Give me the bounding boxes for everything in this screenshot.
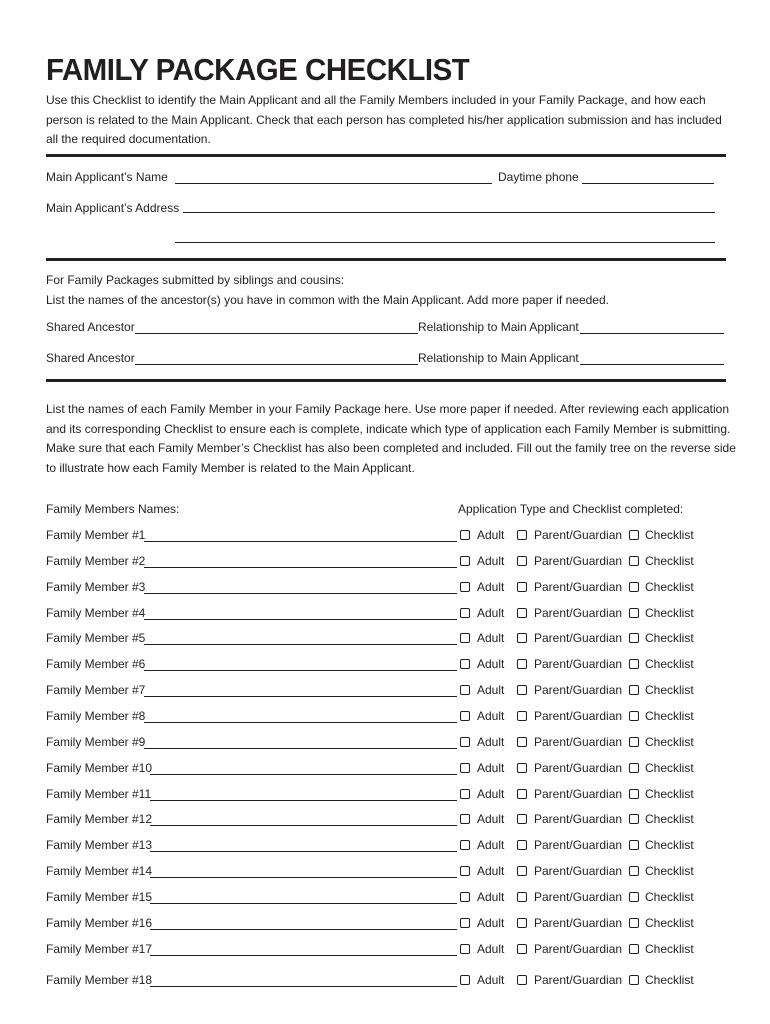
family-member-name-field[interactable] [150, 986, 457, 987]
family-member-label: Family Member #17 [46, 942, 153, 956]
adult-checkbox[interactable] [460, 685, 470, 695]
checklist-option-label: Checklist [645, 683, 694, 697]
family-member-name-field[interactable] [144, 748, 457, 749]
family-member-name-field[interactable] [144, 722, 457, 723]
parent-guardian-checkbox[interactable] [517, 608, 527, 618]
adult-option-label: Adult [477, 838, 505, 852]
family-member-label: Family Member #15 [46, 890, 153, 904]
adult-option-label: Adult [477, 683, 505, 697]
adult-checkbox[interactable] [460, 789, 470, 799]
checklist-checkbox[interactable] [629, 763, 639, 773]
adult-checkbox[interactable] [460, 840, 470, 850]
adult-option-label: Adult [477, 631, 505, 645]
adult-checkbox[interactable] [460, 944, 470, 954]
adult-checkbox[interactable] [460, 892, 470, 902]
parent-guardian-option-label: Parent/Guardian [534, 761, 623, 775]
checklist-option-label: Checklist [645, 580, 694, 594]
family-member-name-field[interactable] [144, 644, 457, 645]
checklist-option-label: Checklist [645, 812, 694, 826]
checklist-checkbox[interactable] [629, 711, 639, 721]
family-member-name-field[interactable] [150, 877, 457, 878]
checklist-option-label: Checklist [645, 631, 694, 645]
family-member-label: Family Member #6 [46, 657, 146, 671]
checklist-checkbox[interactable] [629, 608, 639, 618]
family-member-label: Family Member #13 [46, 838, 153, 852]
relationship-label: Relationship to Main Applicant [418, 320, 579, 334]
parent-guardian-checkbox[interactable] [517, 840, 527, 850]
family-member-label: Family Member #10 [46, 761, 153, 775]
parent-guardian-option-label: Parent/Guardian [534, 709, 623, 723]
parent-guardian-checkbox[interactable] [517, 556, 527, 566]
family-member-name-field[interactable] [150, 825, 457, 826]
section-divider [46, 379, 726, 382]
checklist-option-label: Checklist [645, 657, 694, 671]
section-divider [46, 154, 726, 157]
members-intro-line: and its corresponding Checklist to ensure each is complete, indicate which type of application each Family Member is submitting. [46, 421, 731, 436]
main-applicant-address-field-2[interactable] [175, 242, 715, 243]
adult-option-label: Adult [477, 812, 505, 826]
family-member-name-field[interactable] [144, 541, 457, 542]
parent-guardian-option-label: Parent/Guardian [534, 631, 623, 645]
adult-checkbox[interactable] [460, 763, 470, 773]
adult-option-label: Adult [477, 580, 505, 594]
checklist-checkbox[interactable] [629, 633, 639, 643]
family-member-name-field[interactable] [144, 670, 457, 671]
page-title: FAMILY PACKAGE CHECKLIST [46, 52, 470, 87]
intro-line: all the required documentation. [46, 132, 211, 146]
parent-guardian-checkbox[interactable] [517, 892, 527, 902]
checklist-checkbox[interactable] [629, 737, 639, 747]
adult-checkbox[interactable] [460, 918, 470, 928]
main-applicant-name-field[interactable] [175, 183, 492, 184]
family-member-name-field[interactable] [150, 955, 457, 956]
intro-line: Use this Checklist to identify the Main Applicant and all the Family Members included in your Family Package, and how each [46, 93, 706, 107]
family-member-label: Family Member #9 [46, 735, 146, 749]
parent-guardian-option-label: Parent/Guardian [534, 554, 623, 568]
parent-guardian-option-label: Parent/Guardian [534, 787, 623, 801]
parent-guardian-checkbox[interactable] [517, 866, 527, 876]
shared-ancestor-label: Shared Ancestor [46, 320, 135, 334]
checklist-checkbox[interactable] [629, 840, 639, 850]
parent-guardian-checkbox[interactable] [517, 711, 527, 721]
adult-checkbox[interactable] [460, 659, 470, 669]
family-member-label: Family Member #4 [46, 606, 146, 620]
checklist-option-label: Checklist [645, 787, 694, 801]
members-intro-line: Make sure that each Family Member’s Checklist has also been completed and included. Fill out the family tree on the reverse side [46, 441, 736, 455]
parent-guardian-option-label: Parent/Guardian [534, 580, 623, 594]
family-member-label: Family Member #8 [46, 709, 146, 723]
parent-guardian-checkbox[interactable] [517, 814, 527, 824]
checklist-option-label: Checklist [645, 554, 694, 568]
intro-line: person is related to the Main Applicant. Check that each person has completed his/her application submission and has included [46, 112, 722, 127]
family-member-name-field[interactable] [144, 593, 457, 594]
siblings-line: For Family Packages submitted by siblings and cousins: [46, 273, 345, 287]
checklist-checkbox[interactable] [629, 975, 639, 985]
checklist-checkbox[interactable] [629, 530, 639, 540]
checklist-option-label: Checklist [645, 864, 694, 878]
parent-guardian-option-label: Parent/Guardian [534, 864, 623, 878]
section-divider [46, 258, 726, 261]
checklist-option-label: Checklist [645, 709, 694, 723]
checklist-option-label: Checklist [645, 942, 694, 956]
adult-option-label: Adult [477, 864, 505, 878]
family-member-name-field[interactable] [144, 567, 457, 568]
intro-paragraph [46, 91, 722, 150]
shared-ancestor-field[interactable] [135, 364, 418, 365]
adult-option-label: Adult [477, 761, 505, 775]
relationship-field[interactable] [580, 364, 724, 365]
adult-option-label: Adult [477, 916, 505, 930]
checklist-option-label: Checklist [645, 890, 694, 904]
adult-checkbox[interactable] [460, 608, 470, 618]
family-member-name-field[interactable] [150, 774, 457, 775]
parent-guardian-option-label: Parent/Guardian [534, 683, 623, 697]
checklist-checkbox[interactable] [629, 582, 639, 592]
adult-option-label: Adult [477, 973, 505, 987]
parent-guardian-checkbox[interactable] [517, 582, 527, 592]
checklist-checkbox[interactable] [629, 789, 639, 799]
checklist-checkbox[interactable] [629, 814, 639, 824]
adult-checkbox[interactable] [460, 530, 470, 540]
parent-guardian-option-label: Parent/Guardian [534, 916, 623, 930]
family-member-label: Family Member #7 [46, 683, 146, 697]
checklist-checkbox[interactable] [629, 892, 639, 902]
parent-guardian-option-label: Parent/Guardian [534, 606, 623, 620]
main-applicant-name-label: Main Applicant’s Name [46, 170, 168, 184]
parent-guardian-checkbox[interactable] [517, 789, 527, 799]
parent-guardian-checkbox[interactable] [517, 944, 527, 954]
checklist-option-label: Checklist [645, 838, 694, 852]
adult-option-label: Adult [477, 942, 505, 956]
members-instructions [46, 400, 736, 478]
parent-guardian-option-label: Parent/Guardian [534, 528, 623, 542]
relationship-field[interactable] [580, 333, 724, 334]
daytime-phone-field[interactable] [582, 183, 714, 184]
shared-ancestor-field[interactable] [135, 333, 418, 334]
checklist-option-label: Checklist [645, 761, 694, 775]
parent-guardian-checkbox[interactable] [517, 918, 527, 928]
siblings-instructions [46, 271, 609, 310]
checklist-checkbox[interactable] [629, 685, 639, 695]
relationship-label: Relationship to Main Applicant [418, 351, 579, 365]
adult-checkbox[interactable] [460, 633, 470, 643]
checklist-option-label: Checklist [645, 735, 694, 749]
adult-checkbox[interactable] [460, 711, 470, 721]
adult-checkbox[interactable] [460, 737, 470, 747]
checklist-checkbox[interactable] [629, 944, 639, 954]
main-applicant-address-label: Main Applicant’s Address [46, 201, 180, 215]
adult-checkbox[interactable] [460, 814, 470, 824]
checklist-checkbox[interactable] [629, 659, 639, 669]
family-member-label: Family Member #3 [46, 580, 146, 594]
adult-option-label: Adult [477, 735, 505, 749]
parent-guardian-checkbox[interactable] [517, 659, 527, 669]
family-member-label: Family Member #11 [46, 787, 152, 801]
parent-guardian-checkbox[interactable] [517, 737, 527, 747]
adult-checkbox[interactable] [460, 975, 470, 985]
family-member-name-field[interactable] [150, 851, 457, 852]
siblings-line: List the names of the ancestor(s) you have in common with the Main Applicant. Add more paper if needed. [46, 292, 609, 307]
application-type-header: Application Type and Checklist completed: [458, 502, 684, 516]
adult-option-label: Adult [477, 554, 505, 568]
parent-guardian-option-label: Parent/Guardian [534, 838, 623, 852]
family-member-name-field[interactable] [150, 903, 457, 904]
main-applicant-address-field[interactable] [183, 212, 715, 213]
adult-option-label: Adult [477, 890, 505, 904]
checklist-checkbox[interactable] [629, 866, 639, 876]
checklist-option-label: Checklist [645, 973, 694, 987]
adult-option-label: Adult [477, 787, 505, 801]
parent-guardian-checkbox[interactable] [517, 685, 527, 695]
family-member-label: Family Member #1 [46, 528, 146, 542]
adult-option-label: Adult [477, 606, 505, 620]
shared-ancestor-label: Shared Ancestor [46, 351, 135, 365]
adult-checkbox[interactable] [460, 866, 470, 876]
family-member-label: Family Member #2 [46, 554, 146, 568]
daytime-phone-label: Daytime phone [498, 170, 579, 184]
members-intro-line: to illustrate how each Family Member is related to the Main Applicant. [46, 460, 415, 475]
members-names-header: Family Members Names: [46, 502, 180, 516]
family-member-name-field[interactable] [150, 800, 457, 801]
parent-guardian-option-label: Parent/Guardian [534, 890, 623, 904]
family-member-label: Family Member #12 [46, 812, 153, 826]
checklist-option-label: Checklist [645, 606, 694, 620]
checklist-option-label: Checklist [645, 916, 694, 930]
parent-guardian-option-label: Parent/Guardian [534, 973, 623, 987]
checklist-option-label: Checklist [645, 528, 694, 542]
parent-guardian-option-label: Parent/Guardian [534, 735, 623, 749]
parent-guardian-checkbox[interactable] [517, 633, 527, 643]
adult-checkbox[interactable] [460, 556, 470, 566]
parent-guardian-checkbox[interactable] [517, 530, 527, 540]
family-member-label: Family Member #16 [46, 916, 153, 930]
adult-option-label: Adult [477, 528, 505, 542]
family-member-label: Family Member #14 [46, 864, 153, 878]
family-member-name-field[interactable] [144, 696, 457, 697]
adult-option-label: Adult [477, 709, 505, 723]
parent-guardian-checkbox[interactable] [517, 763, 527, 773]
family-member-name-field[interactable] [144, 619, 457, 620]
adult-option-label: Adult [477, 657, 505, 671]
family-member-name-field[interactable] [150, 929, 457, 930]
adult-checkbox[interactable] [460, 582, 470, 592]
parent-guardian-option-label: Parent/Guardian [534, 657, 623, 671]
family-member-label: Family Member #5 [46, 631, 146, 645]
checklist-checkbox[interactable] [629, 556, 639, 566]
family-member-label: Family Member #18 [46, 973, 153, 987]
checklist-checkbox[interactable] [629, 918, 639, 928]
parent-guardian-option-label: Parent/Guardian [534, 942, 623, 956]
parent-guardian-checkbox[interactable] [517, 975, 527, 985]
members-intro-line: List the names of each Family Member in your Family Package here. Use more paper if needed. After reviewing each application [46, 402, 730, 416]
parent-guardian-option-label: Parent/Guardian [534, 812, 623, 826]
